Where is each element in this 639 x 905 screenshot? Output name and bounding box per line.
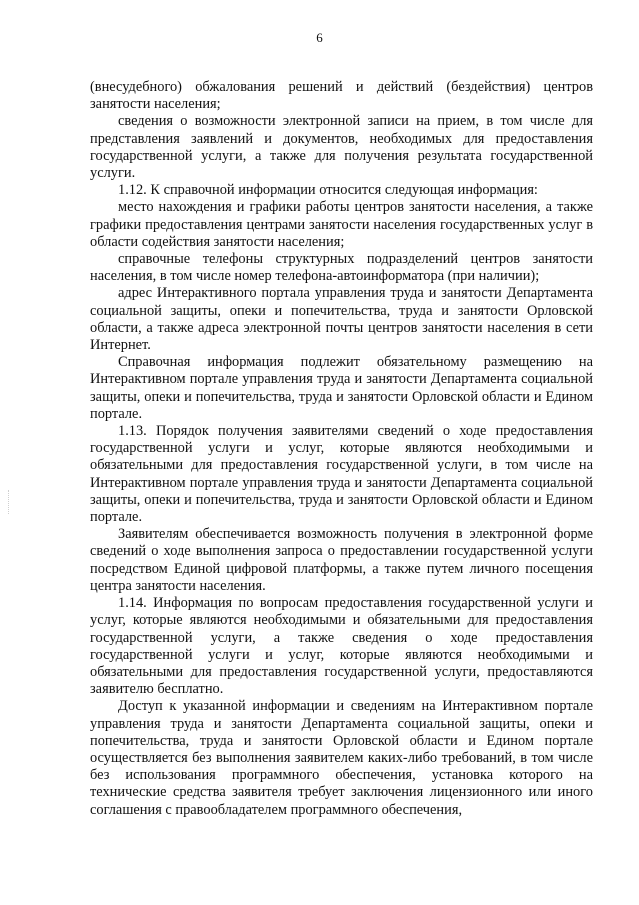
margin-scan-mark: [8, 490, 10, 514]
paragraph-section-1-12: 1.12. К справочной информации относится следующая информация:: [118, 182, 538, 199]
paragraph-location-schedules: место нахождения и графики работы центров занятости населения, а также графики предоставления центрами занятости населения государственных услуг в области содействия занятости населения;: [90, 199, 593, 250]
paragraph-section-1-14: 1.14. Информация по вопросам предоставления государственной услуги и услуг, которые являются необходимыми и обязательными для предоставления государственной услуги, а также сведения о ходе предоставления государственной услуги и услуг, которые являются необходимыми и обязательными для предоставления государственной услуги, предоставляются заявителю бесплатно.: [90, 595, 593, 698]
paragraph-reference-phones: справочные телефоны структурных подразделений центров занятости населения, в том числе номер телефона-автоинформатора (при наличии);: [90, 251, 593, 285]
paragraph-access-conditions: Доступ к указанной информации и сведениям на Интерактивном портале управления труда и занятости Департамента социальной защиты, опеки и попечительства, труда и занятости Орловской области и Едином портале осуществляется без выполнения заявителем каких-либо требований, в том числе без использования программного обеспечения, установка которого на технические средства заявителя требует заключения лицензионного или иного соглашения с правообладателем программного обеспечения,: [90, 698, 593, 818]
paragraph-appeal-continuation: (внесудебного) обжалования решений и действий (бездействия) центров занятости населения;: [90, 79, 593, 113]
paragraph-electronic-appointment: сведения о возможности электронной записи на прием, в том числе для представления заявлений и документов, необходимых для предоставления государственной услуги, а также для получения результата государственной услуги.: [90, 113, 593, 182]
paragraph-portal-address: адрес Интерактивного портала управления труда и занятости Департамента социальной защиты, опеки и попечительства, труда и занятости Орловской области, а также адреса электронной почты центров занятости населения в сети Интернет.: [90, 285, 593, 354]
paragraph-electronic-status: Заявителям обеспечивается возможность получения в электронной форме сведений о ходе выполнения запроса о предоставлении государственной услуги посредством Единой цифровой платформы, а также путем личного посещения центра занятости населения.: [90, 526, 593, 594]
paragraph-section-1-13: 1.13. Порядок получения заявителями сведений о ходе предоставления государственной услуги и услуг, которые являются необходимыми и обязательными для предоставления государственной услуги, в том числе на Интерактивном портале управления труда и занятости Департамента социальной защиты, опеки и попечительства, труда и занятости Орловской области и Едином портале.: [90, 423, 593, 526]
document-body: [90, 79, 593, 819]
page-number: 6: [316, 30, 323, 45]
paragraph-mandatory-posting: Справочная информация подлежит обязательному размещению на Интерактивном портале управления труда и занятости Департамента социальной защиты, опеки и попечительства, труда и занятости Орловской области и Едином портале.: [90, 354, 593, 422]
